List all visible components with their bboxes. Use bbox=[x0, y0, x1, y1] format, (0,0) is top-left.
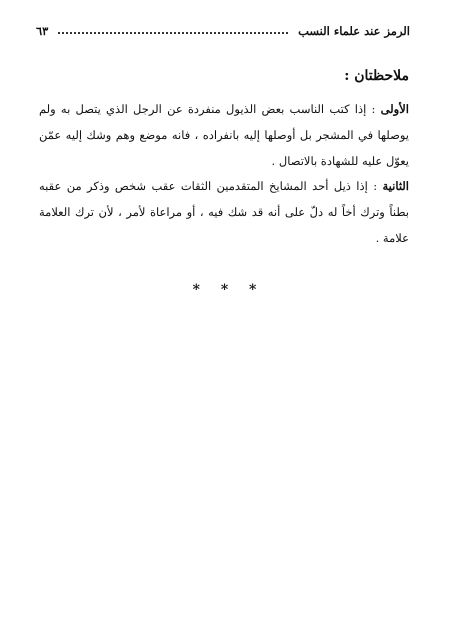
note-lead-second: الثانية bbox=[382, 179, 409, 193]
running-header-title: الرمز عند علماء النسب bbox=[298, 24, 410, 38]
separator-star: * bbox=[249, 282, 257, 298]
separator-star: * bbox=[192, 282, 200, 298]
dot-leader bbox=[58, 32, 288, 34]
note-paragraph-second bbox=[39, 173, 409, 251]
running-header bbox=[36, 22, 410, 40]
separator-star: * bbox=[220, 282, 229, 298]
note-lead-first: الأولى bbox=[380, 102, 409, 116]
note-text-second: : إذا ذيل أحد المشايخ المتقدمين الثقات عقب شخص وذكر من عقبه بطناً وترك أخاً له دلّ على أنه قد شك فيه ، أو مراعاة لأمر ، لأن ترك العلامة علامة . bbox=[39, 179, 409, 245]
section-heading: ملاحظتان : bbox=[344, 68, 409, 84]
section-separator bbox=[0, 282, 449, 298]
note-paragraph-first bbox=[39, 96, 409, 174]
page-number: ٦٣ bbox=[36, 24, 49, 38]
note-text-first: : إذا كتب الناسب بعض الذيول منفردة عن الرجل الذي يتصل به ولم يوصلها في المشجر بل أوصلها إليه بانفراده ، فانه موضع وهم وشك إليه عمّن يعوّل عليه للشهادة بالاتصال . bbox=[39, 102, 410, 168]
